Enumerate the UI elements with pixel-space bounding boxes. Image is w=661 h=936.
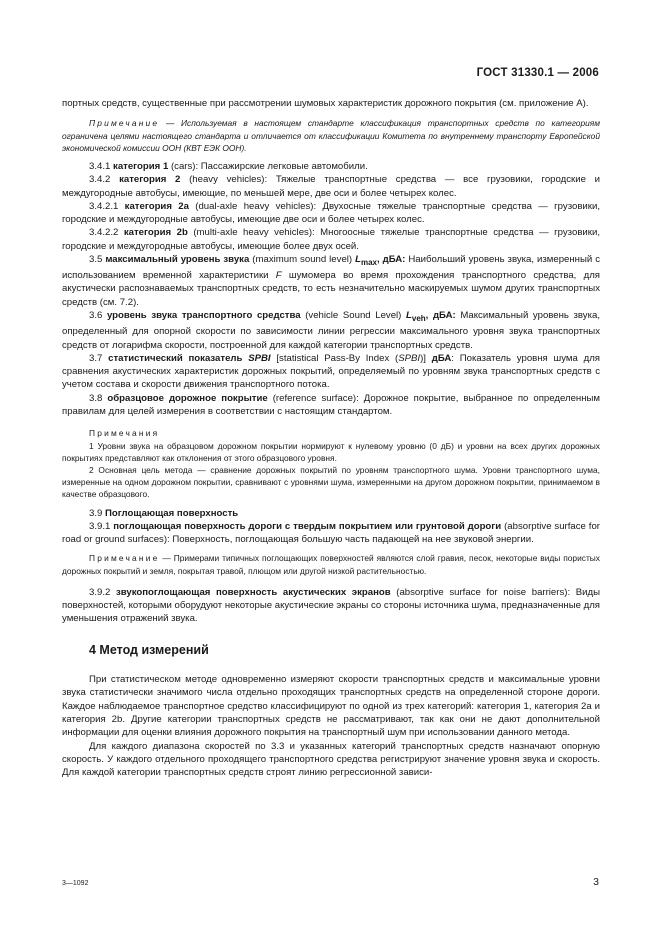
symbol-english: SPBI bbox=[398, 352, 421, 364]
definition-text: (cars): Пассажирские легковые автомобили. bbox=[168, 160, 368, 172]
definition-text: Наибольший уровень звука, измеренный с использованием временной характеристики bbox=[62, 253, 601, 282]
clause-number: 3.4.2.1 bbox=[89, 200, 125, 212]
clause-number: 3.5 bbox=[89, 253, 106, 265]
symbol: L bbox=[355, 253, 361, 265]
clause-number: 3.4.2.2 bbox=[89, 227, 124, 239]
section-4-heading: 4 Метод измерений bbox=[89, 642, 209, 657]
notes-title-text: Примечания bbox=[89, 428, 160, 439]
definition-3-4-1 bbox=[62, 160, 600, 173]
page-number: 3 bbox=[593, 876, 599, 888]
symbol: SPBI bbox=[248, 352, 271, 364]
definition-text: (multi-axle heavy vehicles): Многоосные тяжелые транспортные средства — грузовики, городские и междугородные автобусы, имеющие более двух осей. bbox=[62, 227, 600, 252]
unit: дБА bbox=[431, 352, 452, 364]
symbol: L bbox=[406, 310, 412, 322]
note-item-1: 1 Уровни звука на образцовом дорожном покрытии нормируют к нулевому уровню (0 дБ) и уровни на всех других дорожных покрытиях представляют как отклонения от этого образцового уровня. bbox=[62, 440, 600, 463]
note-label: Примечание bbox=[89, 118, 160, 129]
clause-number: 3.9 bbox=[89, 507, 106, 519]
clause-number: 3.9.1 bbox=[89, 520, 114, 532]
term: категория 2 bbox=[119, 174, 181, 186]
term: звукопоглощающая поверхность акустических экранов bbox=[115, 586, 391, 598]
note-text: — Примерами типичных поглощающих поверхностей являются слой гравия, песок, некоторые виды пористых дорожных покрытий и земля, покрытая травой, плющом или другой низкой растительностью. bbox=[62, 553, 600, 576]
clause-number: 3.4.1 bbox=[89, 160, 114, 172]
definition-text: (absorptive surface for noise barriers): Виды поверхностей, которыми оборудуют некоторые акустические экраны со стороны источника шума, предназначенные для уменьшения отражений звука. bbox=[62, 586, 600, 625]
symbol-subscript: max bbox=[360, 257, 377, 267]
definition-text: (absorptive surface for road or ground surfaces): Поверхность, поглощающая большую часть падающей на нее звуковой энергии. bbox=[62, 520, 600, 546]
term: категория 2b bbox=[123, 227, 188, 239]
term-english: (maximum sound level) bbox=[249, 253, 356, 265]
symbol-f: F bbox=[275, 270, 282, 282]
term: статистический показатель bbox=[108, 352, 249, 364]
definition-3-4-2 bbox=[62, 173, 600, 200]
term: Поглощающая поверхность bbox=[105, 507, 239, 519]
term: поглощающая поверхность дороги с твердым покрытием или грунтовой дороги bbox=[113, 520, 502, 532]
definition-text-cont: шумомера во время прохождения транспортного средства, для акустически распознаваемых транспортных средств, то есть незначительно маскируемых шумом других транспортных средств (см. 7.2). bbox=[62, 270, 600, 308]
notes-title bbox=[62, 427, 600, 439]
unit: , дБА: bbox=[376, 253, 406, 265]
term-english-close: )] bbox=[420, 352, 432, 364]
definition-3-7 bbox=[62, 352, 600, 392]
definition-text: : Показатель уровня шума для сравнения акустических характеристик дорожных покрытий, определяемый по уровням звука транспортных средств с учетом состава и скорости движения транспортного потока. bbox=[62, 352, 601, 391]
term: уровень звука транспортного средства bbox=[106, 310, 301, 322]
definition-3-4-2-2 bbox=[62, 226, 600, 253]
definition-3-9-2 bbox=[62, 586, 600, 626]
doc-header: ГОСТ 31330.1 — 2006 bbox=[476, 67, 599, 79]
definition-3-9-1 bbox=[62, 520, 600, 547]
section-4-paragraph-1: При статистическом методе одновременно измеряют скорости транспортных средств и максимальные уровни звука статистически значимого числа отдельно проходящих транспортных средств на определенной стороне дороги. Каждое наблюдаемое транспортное средство классифицируют по одной из трех категорий: категория 1, категория 2а и категория 2b. Другие категории транспортных средств не рассматривают, так как они не дают дополнительной информации для оценки влияния дорожного покрытия на транспортный шум при использовании данного метода. bbox=[62, 674, 600, 739]
clause-number: 3.7 bbox=[89, 352, 109, 364]
term: категория 2а bbox=[124, 200, 189, 212]
definition-text: (heavy vehicles): Тяжелые транспортные средства — все грузовики, городские и междугородные автобусы, имеющие, по меньшей мере, две оси и более четырех колес. bbox=[62, 174, 600, 199]
definition-text: (reference surface): Дорожное покрытие, выбранное по определенным правилам для целей измерения в соответствии с настоящим стандартом. bbox=[62, 392, 600, 418]
section-4-paragraph-2: Для каждого диапазона скоростей по 3.3 и указанных категорий транспортных средств назначают опорную скорость. У каждого отдельного проходящего транспортного средства регистрируют значение уровня звука и скорость. Для каждой категории транспортных средств строят линию регрессионной зависи- bbox=[62, 740, 600, 779]
clause-number: 3.6 bbox=[89, 310, 107, 322]
note-classification bbox=[62, 117, 600, 154]
definition-3-9 bbox=[62, 507, 600, 520]
definition-3-8 bbox=[62, 392, 600, 419]
unit: , дБА: bbox=[425, 310, 456, 322]
clause-number: 3.9.2 bbox=[89, 586, 116, 598]
note-text: — Используемая в настоящем стандарте классификация транспортных средств по категориям ограничена целями настоящего стандарта и отличается от классификации Комитета по внутреннему транспорту Европейской экономической комиссии ООН (КВТ ЕЭК ООН). bbox=[62, 118, 600, 153]
page-content bbox=[62, 97, 600, 779]
continuation-paragraph: портных средств, существенные при рассмотрении шумовых характеристик дорожного покрытия (см. приложение А). bbox=[62, 98, 589, 109]
term-english: [statistical Pass-By Index ( bbox=[270, 352, 399, 364]
definition-text: (dual-axle heavy vehicles): Двухосные тяжелые транспортные средства — грузовики, городские и междугородные автобусы, имеющие две оси и более четырех колес. bbox=[62, 200, 601, 226]
definition-3-5 bbox=[62, 253, 600, 309]
term: образцовое дорожное покрытие bbox=[107, 392, 268, 404]
term: максимальный уровень звука bbox=[105, 253, 250, 265]
symbol-subscript: veh bbox=[411, 313, 426, 323]
clause-number: 3.8 bbox=[89, 392, 108, 404]
note-item-2: 2 Основная цель метода — сравнение дорожных покрытий по уровням транспортного шума. Уровни транспортного шума, измеренные на одном дорожном покрытии, сравнивают с уровнями шума, измеренными на другом дорожном покрытии, принимаемом в качестве образцового. bbox=[62, 464, 600, 500]
term-english: (vehicle Sound Level) bbox=[300, 310, 406, 322]
note-absorptive bbox=[62, 552, 600, 576]
definition-3-4-2-1 bbox=[62, 200, 600, 227]
clause-number: 3.4.2 bbox=[89, 174, 120, 186]
term: категория 1 bbox=[113, 160, 169, 172]
footer-code: 3—1092 bbox=[62, 880, 89, 887]
note-label: Примечание bbox=[89, 553, 160, 564]
definition-3-6 bbox=[62, 309, 600, 352]
definition-text: Максимальный уровень звука, определенный для опорной скорости по зависимости линии регрессии максимального уровня звука транспортных средств от логарифма скорости, построенной для каждой категории транспортных средств. bbox=[62, 310, 601, 351]
